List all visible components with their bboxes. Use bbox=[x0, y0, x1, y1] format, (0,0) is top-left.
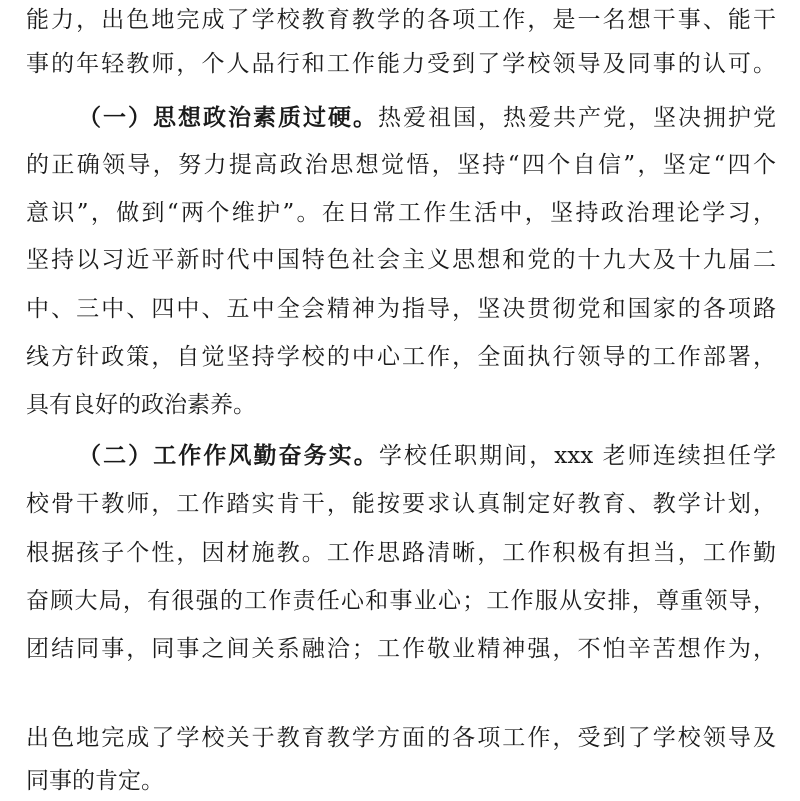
intro-line-2: 事的年轻教师，个人品行和工作能力受到了学校领导及同事的认可。 bbox=[26, 51, 776, 77]
section-1-line-4: 坚持以习近平新时代中国特色社会主义思想和党的十九大及十九届二 bbox=[26, 247, 776, 273]
section-2-line-5: 团结同事，同事之间关系融洽；工作敬业精神强，不怕辛苦想作为， bbox=[26, 636, 776, 662]
section-2-first-line-text: 学校任职期间，xxx 老师连续担任学 bbox=[378, 443, 777, 469]
section-1-line-7: 具有良好的政治素养。 bbox=[26, 392, 256, 418]
section-2-heading: （二）工作作风勤奋务实。 bbox=[78, 443, 379, 469]
section-1-line-2: 的正确领导，努力提高政治思想觉悟，坚持“四个自信”，坚定“四个 bbox=[26, 152, 776, 178]
closing-line-1: 出色地完成了学校关于教育教学方面的各项工作，受到了学校领导及 bbox=[26, 725, 776, 751]
section-1-line-5: 中、三中、四中、五中全会精神为指导，坚决贯彻党和国家的各项路 bbox=[26, 296, 776, 322]
section-1-first-line bbox=[78, 98, 776, 138]
section-1-first-line-text: 热爱祖国，热爱共产党，坚决拥护党 bbox=[378, 105, 776, 131]
section-1-heading: （一）思想政治素质过硬。 bbox=[78, 105, 378, 131]
section-1-line-6: 线方针政策，自觉坚持学校的中心工作，全面执行领导的工作部署， bbox=[26, 344, 776, 370]
closing-line-2: 同事的肯定。 bbox=[26, 768, 164, 794]
section-1-line-3: 意识”，做到“两个维护”。在日常工作生活中，坚持政治理论学习， bbox=[26, 200, 776, 226]
intro-line-1: 能力，出色地完成了学校教育教学的各项工作，是一名想干事、能干 bbox=[26, 7, 776, 33]
section-2-first-line bbox=[78, 436, 776, 476]
section-2-line-4: 奋顾大局，有很强的工作责任心和事业心；工作服从安排，尊重领导， bbox=[26, 588, 776, 614]
section-2-line-2: 校骨干教师，工作踏实肯干，能按要求认真制定好教育、教学计划， bbox=[26, 491, 776, 517]
section-2-line-3: 根据孩子个性，因材施教。工作思路清晰，工作积极有担当，工作勤 bbox=[26, 540, 776, 566]
